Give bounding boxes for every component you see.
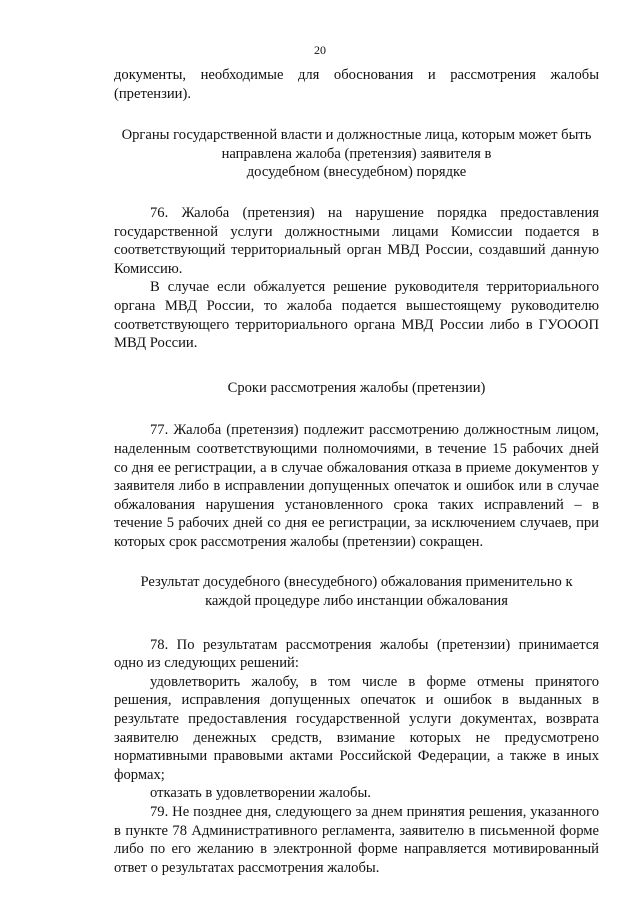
heading-organs-line2: направлена жалоба (претензия) заявителя в <box>221 145 492 162</box>
paragraph-77: 77. Жалоба (претензия) подлежит рассмотрению должностным лицом, наделенным соответствующими полномочиями, в течение 15 рабочих дней со дня ее регистрации, а в случае обжалования отказа в приеме документов у заявителя либо в исправлении допущенных опечаток и ошибок или в случае обжалования нарушения установленного срока таких исправлений – в течение 5 рабочих дней со дня ее регистрации, за исключением случаев, при которых срок рассмотрения жалобы (претензии) сокращен. <box>114 422 599 550</box>
heading-organs-line1: Органы государственной власти и должностные лица, которым может быть <box>121 127 592 144</box>
paragraph-76: 76. Жалоба (претензия) на нарушение порядка предоставления государственной услуги должностными лицами Комиссии подается в соответствующий территориальный орган МВД России, создавший данную Комиссию. <box>114 204 599 277</box>
section-heading-result <box>114 573 599 610</box>
paragraph-78: 78. По результатам рассмотрения жалобы (претензии) принимается одно из следующих решений: <box>114 636 599 672</box>
intro-paragraph: документы, необходимые для обоснования и рассмотрения жалобы (претензии). <box>114 67 599 102</box>
document-body <box>114 66 599 877</box>
heading-result-line2: каждой процедуре либо инстанции обжалования <box>205 593 508 610</box>
heading-organs-line3: досудебном (внесудебном) порядке <box>246 164 467 181</box>
paragraph-79: 79. Не позднее дня, следующего за днем принятия решения, указанного в пункте 78 Административного регламента, заявителю в письменной форме либо по его желанию в электронной форме направляется мотивированный ответ о результатах рассмотрения жалобы. <box>114 804 599 876</box>
paragraph-78-option-satisfy: удовлетворить жалобу, в том числе в форме отмены принятого решения, исправления допущенных опечаток и ошибок в выданных в результате предоставления государственной услуги документах, возврата заявителю денежных средств, взимание которых не предусмотрено нормативными правовыми актами Российской Федерации, а также в иных формах; <box>114 673 599 783</box>
paragraph-76-case: В случае если обжалуется решение руководителя территориального органа МВД России, то жалоба подается вышестоящему руководителю соответствующего территориального органа МВД России либо в ГУОООП МВД России. <box>114 279 599 352</box>
heading-result-line1: Результат досудебного (внесудебного) обжалования применительно к <box>140 574 573 591</box>
paragraph-78-option-refuse: отказать в удовлетворении жалобы. <box>150 785 371 802</box>
section-heading-organs <box>114 126 599 182</box>
page-number: 20 <box>314 43 326 57</box>
section-heading-terms: Сроки рассмотрения жалобы (претензии) <box>227 379 486 396</box>
